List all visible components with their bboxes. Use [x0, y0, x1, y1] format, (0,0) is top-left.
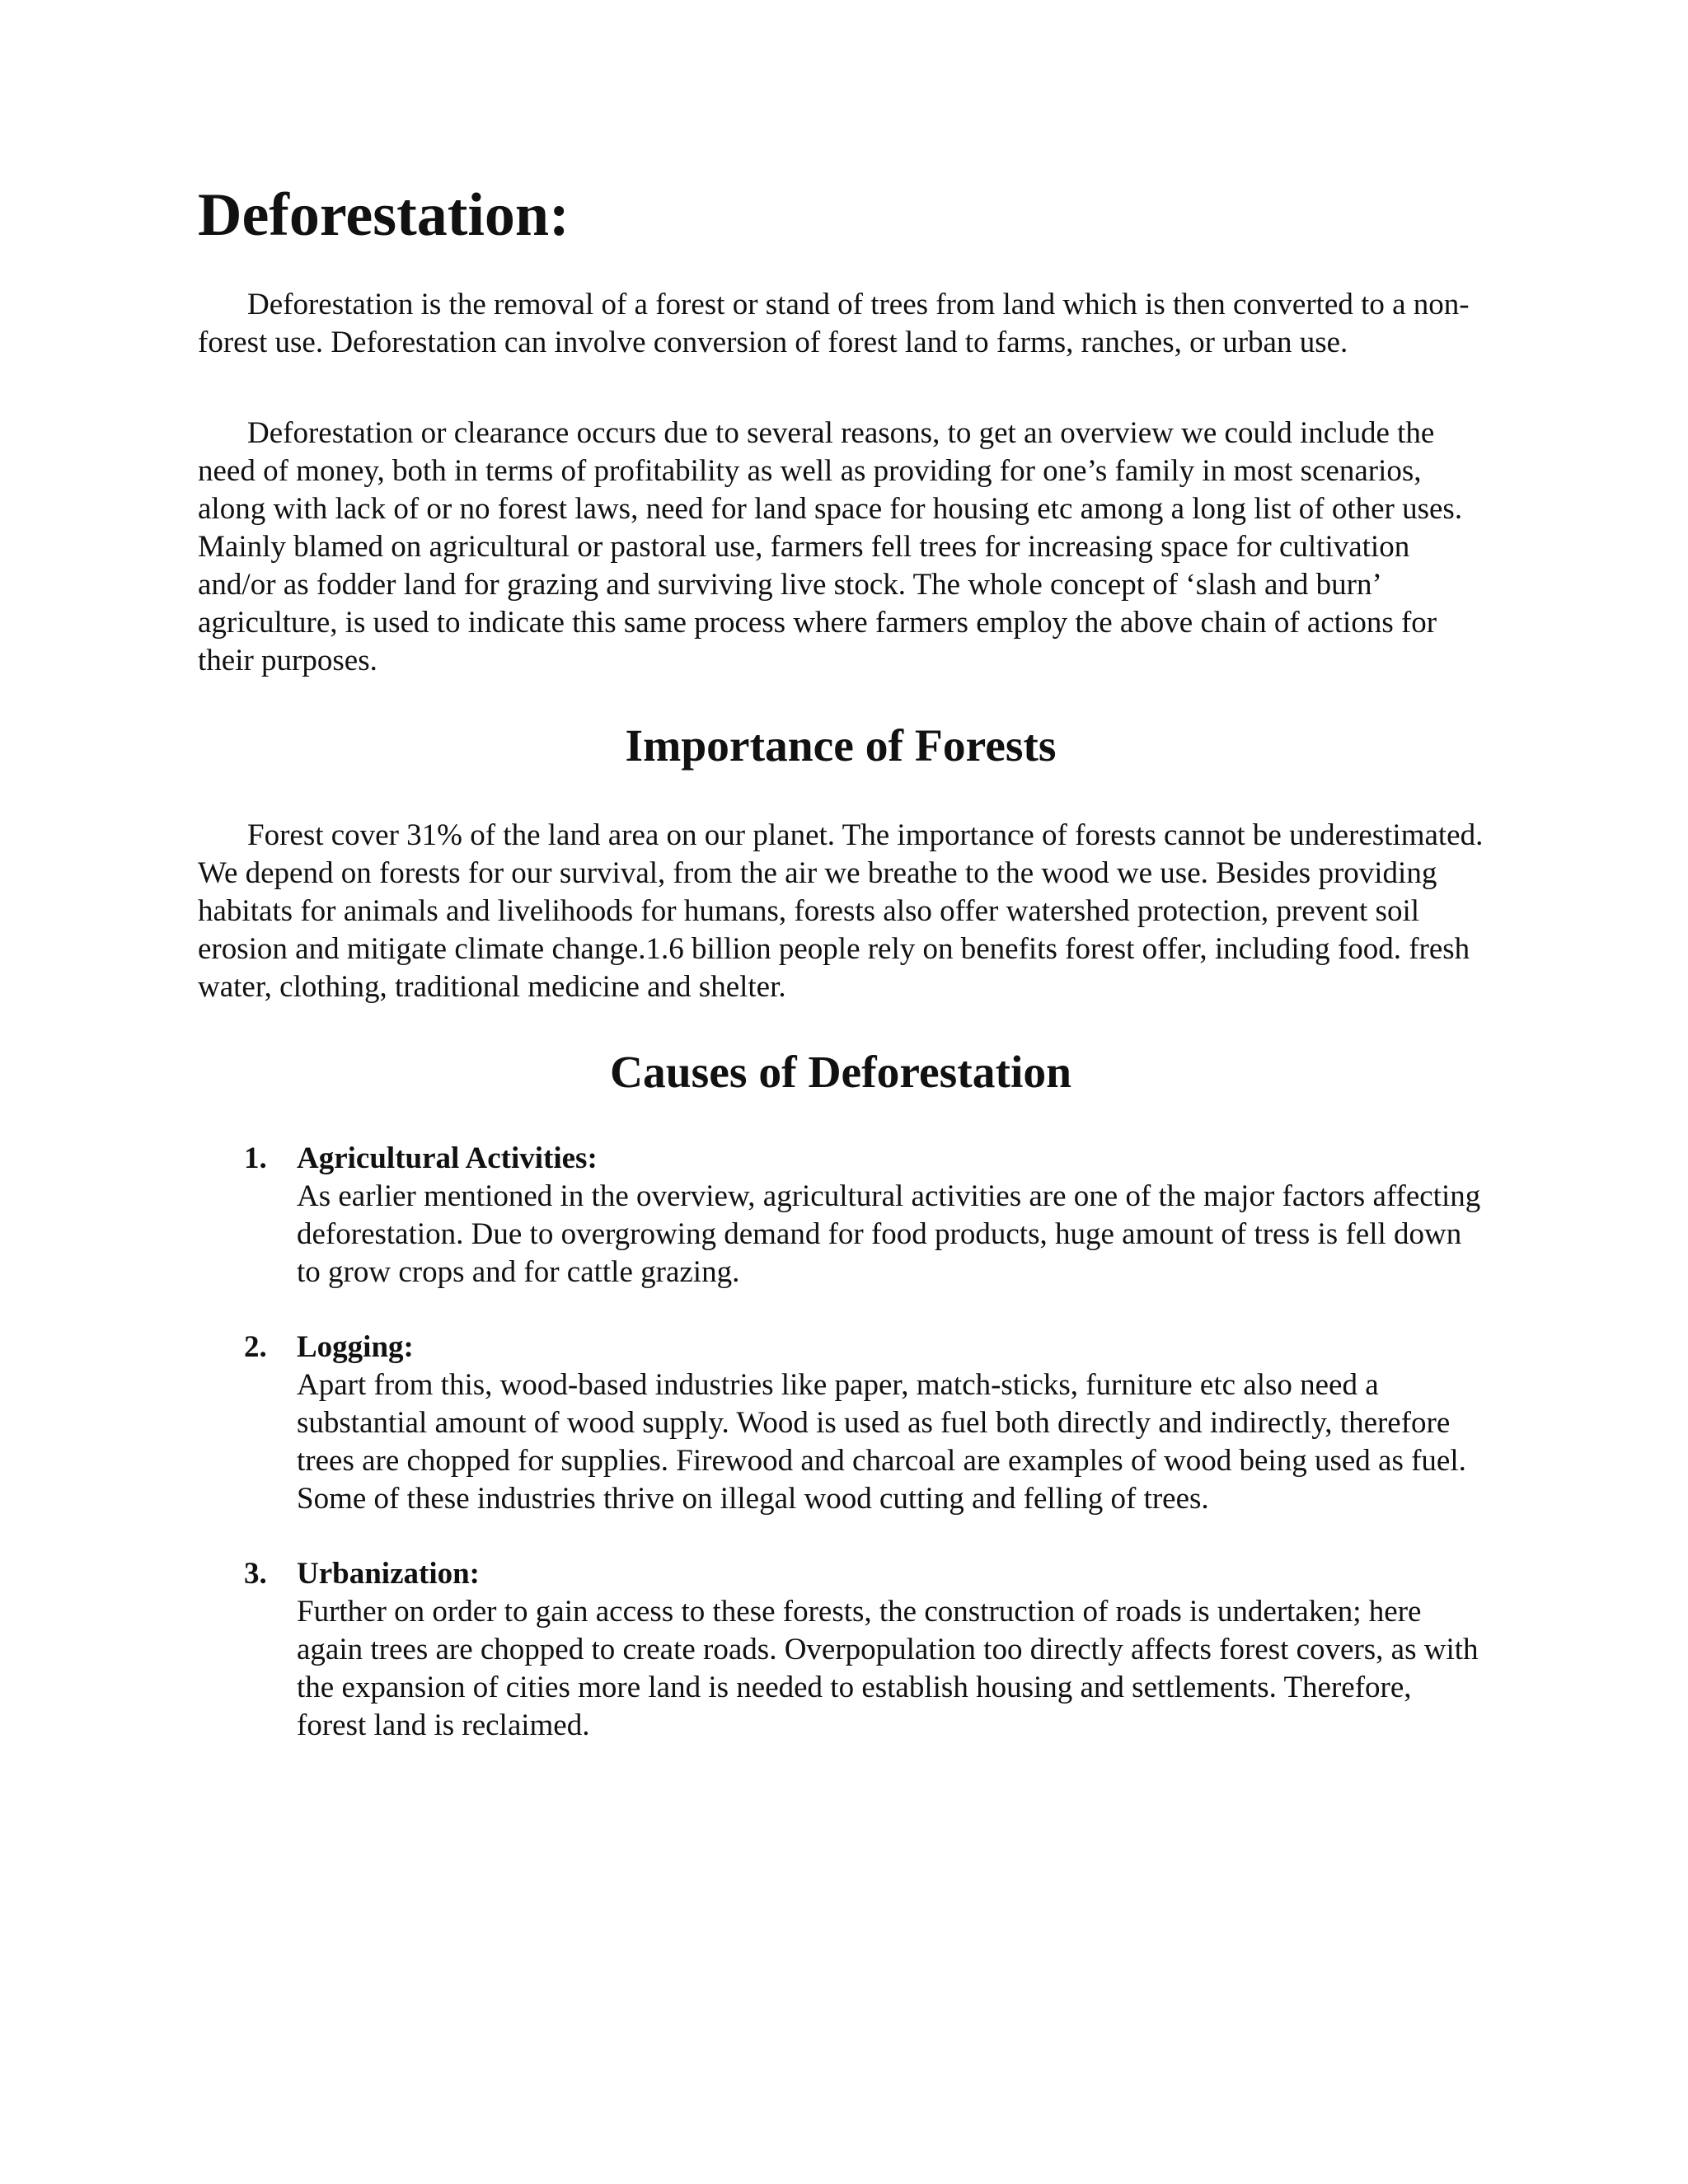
cause-title: Urbanization:: [297, 1557, 480, 1591]
cause-number: 1.: [244, 1141, 267, 1175]
intro-paragraph: Deforestation is the removal of a forest or stand of trees from land which is then converted to a non-forest use. Deforestation can involve conversion of forest land to farms, ranches, or urban use.: [198, 288, 1470, 359]
cause-title: Agricultural Activities:: [297, 1141, 598, 1175]
importance-paragraph: Forest cover 31% of the land area on our planet. The importance of forests cannot be underestimated. We depend on forests for our survival, from the air we breathe to the wood we use. Besides providing habitats for animals and livelihoods for humans, forests also offer watershed protection, prevent soil erosion and mitigate climate change.1.6 billion people rely on benefits forest offer, including food. fresh water, clothing, traditional medicine and shelter.: [198, 818, 1484, 1004]
cause-title: Logging:: [297, 1330, 414, 1364]
causes-list: [198, 1140, 1484, 1745]
cause-item-urbanization: [198, 1555, 1484, 1745]
cause-number: 2.: [244, 1330, 267, 1364]
causes-heading: Causes of Deforestation: [609, 1047, 1072, 1098]
overview-paragraph: Deforestation or clearance occurs due to several reasons, to get an overview we could include the need of money, both in terms of profitability as well as providing for one’s family in most scenarios, along with lack of or no forest laws, need for land space for housing etc among a long list of other uses. Mainly blamed on agricultural or pastoral use, farmers fell trees for increasing space for cultivation and/or as fodder land for grazing and surviving live stock. The whole concept of ‘slash and burn’ agriculture, is used to indicate this same process where farmers employ the above chain of actions for their purposes.: [198, 416, 1463, 677]
cause-body: Further on order to gain access to these forests, the construction of roads is undertaken; here again trees are chopped to create roads. Overpopulation too directly affects forest covers, as with the expansion of cities more land is needed to establish housing and settlements. Therefore, forest land is reclaimed.: [297, 1595, 1479, 1742]
cause-body: As earlier mentioned in the overview, agricultural activities are one of the major factors affecting deforestation. Due to overgrowing demand for food products, huge amount of tress is fell down to grow crops and for cattle grazing.: [297, 1179, 1481, 1289]
importance-heading: Importance of Forests: [625, 721, 1057, 771]
cause-item-agricultural: [198, 1140, 1484, 1291]
cause-body: Apart from this, wood-based industries like paper, match-sticks, furniture etc also need a substantial amount of wood supply. Wood is used as fuel both directly and indirectly, therefore trees are chopped for supplies. Firewood and charcoal are examples of wood being used as fuel. Some of these industries thrive on illegal wood cutting and felling of trees.: [297, 1368, 1466, 1516]
cause-number: 3.: [244, 1557, 267, 1591]
document-content: [198, 181, 1484, 1745]
cause-item-logging: [198, 1329, 1484, 1518]
document-title: Deforestation:: [198, 181, 570, 249]
